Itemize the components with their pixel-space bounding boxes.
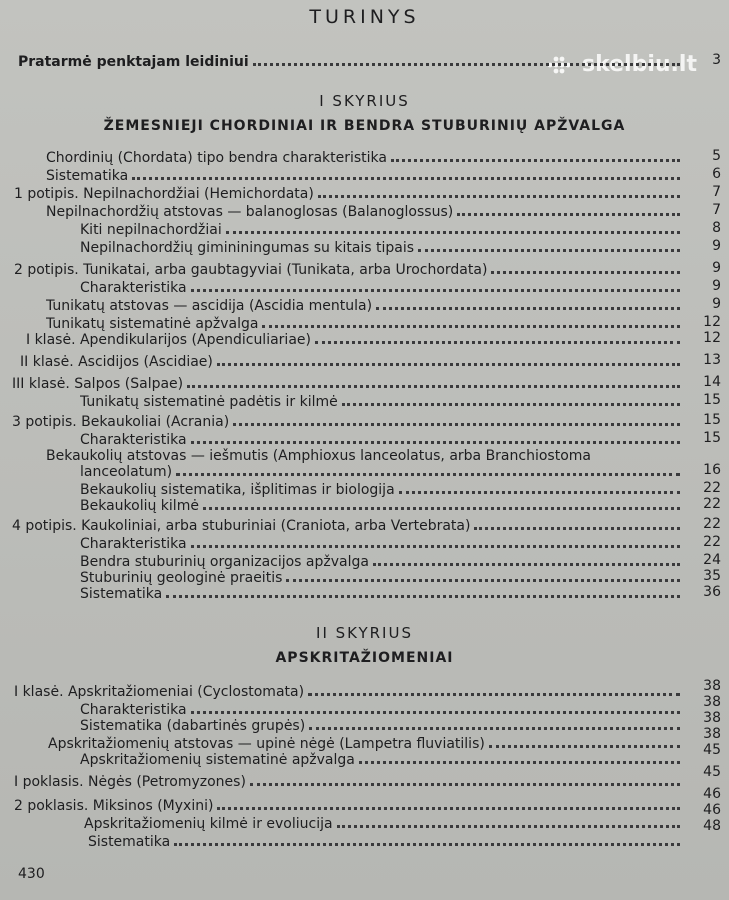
entry-text: Stuburinių geologinė praeitis — [80, 570, 283, 586]
entry-text: Pratarmė penktajam leidiniui — [18, 54, 249, 70]
page-number: 430 — [18, 866, 45, 882]
entry-page: 7 — [712, 202, 721, 218]
entry-text: Apskritažiomenių sistematinė apžvalga — [80, 752, 355, 768]
toc-entry — [12, 516, 684, 534]
entry-text: Bekaukolių atstovas — iešmutis (Amphioxus lanceolatus, arba Branchiostoma — [46, 448, 591, 464]
toc-entry — [80, 462, 684, 480]
toc-entry — [14, 772, 684, 790]
entry-page: 6 — [712, 166, 721, 182]
toc-entry — [46, 166, 684, 184]
entry-text: Nepilnachordžių atstovas — balanoglosas (Balanoglossus) — [46, 204, 454, 220]
entry-page: 38 — [703, 678, 721, 694]
watermark-text: skelbiu.lt — [582, 52, 697, 77]
toc-entry — [20, 352, 684, 370]
entry-text: Tunikatų atstovas — ascidija (Ascidia mentula) — [46, 298, 373, 314]
entry-page: 22 — [703, 480, 721, 496]
toc-entry — [80, 238, 684, 256]
entry-text: I klasė. Apskritažiomeniai (Cyclostomata) — [14, 684, 305, 700]
entry-page: 16 — [703, 462, 721, 478]
entry-text: I klasė. Apendikularijos (Apendiculiariae) — [26, 332, 311, 348]
entry-text: lanceolatum) — [80, 464, 173, 480]
entry-page: 45 — [703, 742, 721, 758]
entry-page: 13 — [703, 352, 721, 368]
entry-page: 22 — [703, 534, 721, 550]
entry-page: 9 — [712, 260, 721, 276]
toc-title: TURINYS — [309, 6, 420, 28]
entry-page: 46 — [703, 786, 721, 802]
toc-entry — [80, 392, 684, 410]
entry-page: 24 — [703, 552, 721, 568]
entry-page: 5 — [712, 148, 721, 164]
toc-entry — [26, 330, 684, 348]
chapter-label: I SKYRIUS — [319, 92, 410, 110]
chapter-title: APSKRITAŽIOMENIAI — [275, 650, 454, 666]
toc-entry — [84, 814, 684, 832]
chapter-title: ŽEMESNIEJI CHORDINIAI IR BENDRA STUBURINIŲ APŽVALGA — [103, 118, 626, 134]
entry-text: Bendra stuburinių organizacijos apžvalga — [80, 554, 369, 570]
entry-text: Bekaukolių sistematika, išplitimas ir biologija — [80, 482, 395, 498]
entry-text: 1 potipis. Nepilnachordžiai (Hemichordata) — [14, 186, 314, 202]
entry-page: 48 — [703, 818, 721, 834]
entry-page: 38 — [703, 726, 721, 742]
toc-entry — [80, 278, 684, 296]
entry-page: 12 — [703, 314, 721, 330]
entry-text: Chordinių (Chordata) tipo bendra charakteristika — [46, 150, 387, 166]
entry-page: 9 — [712, 238, 721, 254]
entry-text: Tunikatų sistematinė padėtis ir kilmė — [80, 394, 338, 410]
toc-entry — [80, 716, 684, 734]
entry-page: 7 — [712, 184, 721, 200]
toc-entry — [80, 584, 684, 602]
entry-text: II klasė. Ascidijos (Ascidiae) — [20, 354, 213, 370]
toc-entry — [46, 148, 684, 166]
entry-page: 38 — [703, 710, 721, 726]
entry-text: 4 potipis. Kaukoliniai, arba stuburiniai (Craniota, arba Vertebrata) — [12, 518, 471, 534]
entry-text: III klasė. Salpos (Salpae) — [12, 376, 184, 392]
toc-entry — [14, 682, 684, 700]
entry-text: Bekaukolių kilmė — [80, 498, 199, 514]
entry-page: 15 — [703, 412, 721, 428]
entry-text: Nepilnachordžių gimininingumas su kitais tipais — [80, 240, 415, 256]
entry-text: Apskritažiomenių atstovas — upinė nėgė (Lampetra fluviatilis) — [48, 736, 485, 752]
toc-entry — [12, 412, 684, 430]
entry-text: I poklasis. Nėgės (Petromyzones) — [14, 774, 246, 790]
toc-entry — [14, 260, 684, 278]
entry-text: 2 poklasis. Miksinos (Myxini) — [14, 798, 214, 814]
entry-text: Sistematika — [88, 834, 171, 850]
toc-entry — [12, 374, 684, 392]
toc-entry — [80, 496, 684, 514]
entry-page: 9 — [712, 296, 721, 312]
entry-text: Charakteristika — [80, 536, 187, 552]
entry-page: 12 — [703, 330, 721, 346]
entry-text: Sistematika — [80, 586, 163, 602]
entry-page: 46 — [703, 802, 721, 818]
entry-text: Tunikatų sistematinė apžvalga — [46, 316, 259, 332]
toc-entry — [80, 750, 684, 768]
toc-entry — [46, 202, 684, 220]
entry-page: 22 — [703, 516, 721, 532]
entry-page: 36 — [703, 584, 721, 600]
entry-page: 8 — [712, 220, 721, 236]
toc-entry — [80, 534, 684, 552]
entry-text: Charakteristika — [80, 280, 187, 296]
entry-page: 45 — [703, 764, 721, 780]
entry-text: Charakteristika — [80, 432, 187, 448]
entry-text: Kiti nepilnachordžiai — [80, 222, 222, 238]
entry-page: 38 — [703, 694, 721, 710]
entry-text: Charakteristika — [80, 702, 187, 718]
entry-page: 9 — [712, 278, 721, 294]
toc-entry — [80, 220, 684, 238]
entry-text: 2 potipis. Tunikatai, arba gaubtagyviai (Tunikata, arba Urochordata) — [14, 262, 488, 278]
toc-entry — [88, 832, 684, 850]
chapter-label: II SKYRIUS — [316, 624, 413, 642]
entry-text: 3 potipis. Bekaukoliai (Acrania) — [12, 414, 230, 430]
entry-page: 22 — [703, 496, 721, 512]
entry-text: Sistematika — [46, 168, 129, 184]
entry-page: 15 — [703, 392, 721, 408]
toc-entry — [18, 52, 684, 70]
entry-page: 3 — [712, 52, 721, 68]
entry-page: 14 — [703, 374, 721, 390]
toc-entry — [14, 184, 684, 202]
toc-entry — [14, 796, 684, 814]
toc-entry — [46, 296, 684, 314]
entry-page: 15 — [703, 430, 721, 446]
entry-text: Sistematika (dabartinės grupės) — [80, 718, 306, 734]
entry-text: Apskritažiomenių kilmė ir evoliucija — [84, 816, 333, 832]
entry-page: 35 — [703, 568, 721, 584]
